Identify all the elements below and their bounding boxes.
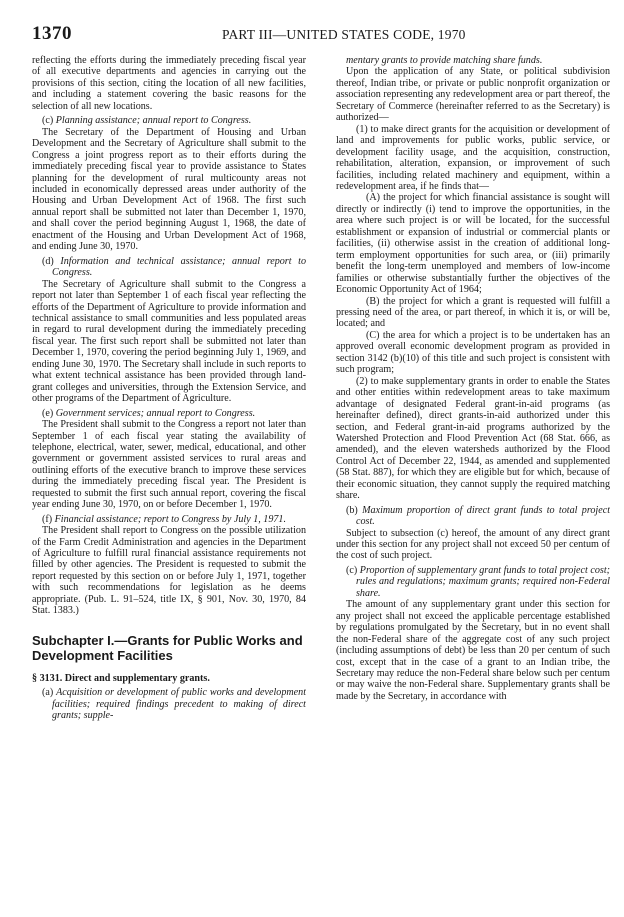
subsection-a-catchline-part1: Acquisition or development of public works and development facilities; required findings precedent to making of direct grants; supple- bbox=[52, 687, 306, 722]
subsection-a-heading bbox=[32, 687, 306, 721]
subsection-a-catchline-part2: mentary grants to provide matching share funds. bbox=[346, 55, 543, 66]
subparagraph-B: (B) the project for which a grant is requested will fulfill a pressing need of the area, or part thereof, in which it is, or will be, located; and bbox=[336, 295, 610, 330]
subsection-e-catchline: Government services; annual report to Congress. bbox=[55, 407, 256, 419]
subchapter-heading: Subchapter I.—Grants for Public Works and Development Facilities bbox=[32, 632, 303, 663]
running-title: PART III—UNITED STATES CODE, 1970 bbox=[222, 27, 466, 42]
left-column bbox=[32, 55, 306, 910]
subsection-f-label: (f) bbox=[42, 513, 53, 525]
paragraph-2: (2) to make supplementary grants in order to enable the States and other entities within redevelopment areas to take maximum advantage of designated Federal grant-in-aid programs (as hereinafter defined), direct grants-in-aid authorized under this section, and Federal grant-in-aid programs authorized by the Watershed Protection and Flood Prevention Act (68 Stat. 666, as amended), and the eleven watersheds authorized by the Flood Control Act of December 22, 1944, as amended and supplemented (58 Stat. 887), for which they are eligible but for which, because of their economic situation, they cannot supply the required matching share. bbox=[336, 375, 610, 502]
subsection-c2-catchline: Proportion of supplementary grant funds to total project cost; rules and regulations; maximum grants; required non-Federal share. bbox=[356, 564, 610, 599]
section-3131-heading: § 3131. Direct and supplementary grants. bbox=[32, 672, 210, 684]
subsection-f-catchline: Financial assistance; report to Congress by July 1, 1971. bbox=[54, 513, 287, 525]
subsection-c-label: (c) bbox=[42, 115, 54, 127]
paragraph-1: (1) to make direct grants for the acquisition or development of land and improvements for public works, public service, or development facility usage, and the acquisition, construction, rehabilitation, alteration, expansion, or improvement of such facilities, including related machinery and equipment, within a redevelopment area, if he finds that— bbox=[336, 123, 610, 192]
subsection-b-text: Subject to subsection (c) hereof, the amount of any direct grant under this section for any project shall not exceed 50 per centum of the cost of such project. bbox=[336, 527, 610, 562]
subsection-a-label: (a) bbox=[42, 687, 54, 699]
subparagraph-A: (A) the project for which financial assistance is sought will directly or indirectly (i) tend to improve the opportunities, in the area where such project is or will be located, for the successful establishment or expansion of industrial or commercial plants or facilities, (ii) otherwise assist in the creation of additional long-term employment opportunities for such area, or (iii) primarily benefit the long-term unemployed and members of low-income families or otherwise substantially further the objectives of the Economic Opportunity Act of 1964; bbox=[336, 192, 610, 296]
subsection-c2-label: (c) bbox=[346, 564, 358, 576]
subsection-e-heading bbox=[32, 408, 306, 419]
intro-paragraph: reflecting the efforts during the immediately preceding fiscal year of all executive departments and agencies in carrying out the provisions of this section, citing the location of all new facilities, and including a statement covering the basic reasons for the selection of all new locations. bbox=[32, 55, 306, 112]
subsection-f-text: The President shall report to Congress on the possible utilization of the Farm Credit Administration and agencies in the Department of Agriculture to fulfill rural financial assistance requirements not filled by other agencies. The President is requested to submit the report requested by this section on or before July 1, 1971, together with such recommendations for legislation as he deems appropriate. (Pub. L. 91–524, title IX, § 901, Nov. 30, 1970, 84 Stat. 1383.) bbox=[32, 525, 306, 617]
subsection-b-label: (b) bbox=[346, 504, 358, 516]
subsection-d-label: (d) bbox=[42, 255, 54, 267]
subparagraph-C: (C) the area for which a project is to be undertaken has an approved overall economic development program as provided in section 3142 (b)(10) of this title and such project is consistent with such program; bbox=[336, 329, 610, 376]
subsection-b-heading bbox=[336, 505, 610, 528]
page-number: 1370 bbox=[32, 23, 72, 44]
right-column bbox=[336, 55, 610, 910]
subsection-c2-heading bbox=[336, 565, 610, 599]
page-header bbox=[32, 23, 597, 45]
subsection-d-catchline: Information and technical assistance; annual report to Congress. bbox=[52, 255, 306, 279]
subsection-a-text: Upon the application of any State, or political subdivision thereof, Indian tribe, or private or public nonprofit organization or association representing any redevelopment area or part thereof, the Secretary of Commerce (hereinafter referred to as the Secretary) is authorized— bbox=[336, 66, 610, 124]
subsection-e-label: (e) bbox=[42, 407, 54, 419]
subsection-b-catchline: Maximum proportion of direct grant funds to total project cost. bbox=[356, 504, 610, 528]
subsection-a-heading-continued bbox=[336, 55, 610, 66]
subsection-e-text: The President shall submit to the Congress a report not later than September 1 of each fiscal year stating the availability of telephone, electrical, water, sewer, medical, educational, and other government or government assisted services to rural areas and outlining efforts of the executive branch to improve these services during the immediately preceding fiscal year. The President is requested to submit the first such annual report, covering the fiscal year ending June 30, 1970, on or before December 1, 1970. bbox=[32, 419, 306, 511]
subsection-c-catchline: Planning assistance; annual report to Congress. bbox=[55, 115, 252, 127]
subsection-c-text: The Secretary of the Department of Housing and Urban Development and the Secretary of Agriculture shall submit to the Congress a joint progress report as to their efforts during the immediately preceding fiscal year to provide assistance to States planning for the development of rural multicounty areas not included in economically depressed areas under authority of the Housing and Urban Development Act of 1968. The first such annual report shall be submitted not later than December 1, 1970, and shall cover the period beginning August 1, 1968, the date of enactment of the Housing and Urban Development Act of 1968, and ending June 30, 1970. bbox=[32, 126, 306, 253]
subsection-c-heading bbox=[32, 115, 306, 126]
subsection-d-heading bbox=[32, 256, 306, 279]
subsection-c2-text: The amount of any supplementary grant under this section for any project shall not exceed the applicable percentage established by regulations promulgated by the Secretary, but in no event shall the non-Federal share of the aggregate cost of any such project (including assumptions of debt) be less than 20 per centum of such cost, except that in the case of a grant to an Indian tribe, the Secretary may reduce the non-Federal share below such per centum or may waive the non-Federal share. Supplementary grants shall be made by the Secretary, in accordance with bbox=[336, 599, 610, 702]
subsection-f-heading bbox=[32, 514, 306, 525]
subsection-d-text: The Secretary of Agriculture shall submit to the Congress a report not later than September 1 of each fiscal year reflecting the efforts of the Department of Agriculture to provide information and technical assistance to small communities and less populated areas in regard to rural development during the immediately preceding fiscal year. The first such report shall be submitted not later than December 1, 1970, covering the period beginning July 1, 1969, and ending June 30, 1970. The Secretary shall include in such reports to what extent technical assistance has been provided through land-grant colleges and universities, through the Extension Service, and other programs of the Department of Agriculture. bbox=[32, 278, 306, 405]
